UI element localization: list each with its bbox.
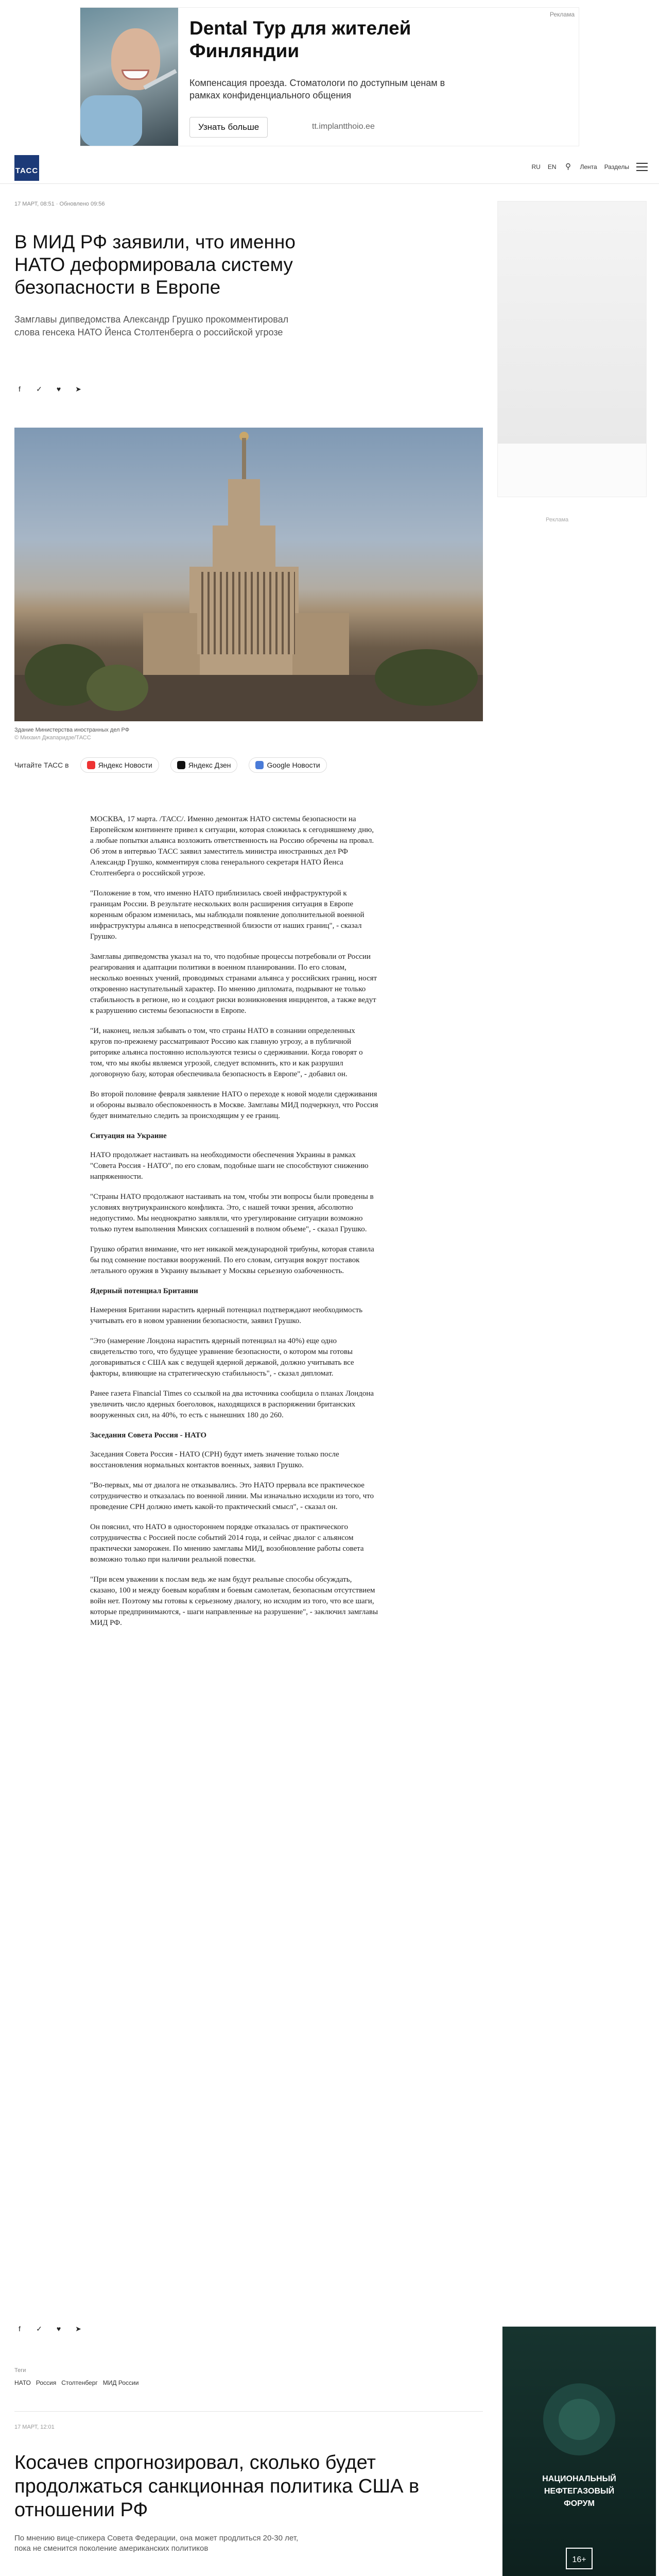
article-lead: Замглавы дипведомства Александр Грушко прокомментировал слова генсека НАТО Йенса Столтенберга о российской угрозе [14, 314, 289, 337]
share-bar [14, 384, 83, 394]
ad-title[interactable]: Dental Тур для жителей Финляндии [189, 18, 411, 61]
section-heading: Ядерный потенциал Британии [90, 1287, 198, 1295]
tag-list [14, 2379, 138, 2386]
forum-ad[interactable] [502, 2326, 656, 2576]
svg-text:НАЦИОНАЛЬНЫЙ: НАЦИОНАЛЬНЫЙ [542, 2475, 616, 2483]
ad-site[interactable]: tt.implantthoio.ee [312, 122, 375, 131]
paragraph: "Это (намерение Лондона нарастить ядерный потенциал на 40%) еще одно свидетельство того, что будущее уравнение безопасности, о котором мы готовы договариваться с США как с ведущей ядерной державой, должно учитывать все факторы, влияющие на стратегическую стабильность", - сказал дипломат. [90, 1337, 354, 1378]
paragraph: Ранее газета Financial Times со ссылкой на два источника сообщила о планах Лондона увеличить число ядерных боеголовок, находящихся в распоряжении британских вооруженных сил, на 40%, то есть с нынешних 180 до 260. [90, 1389, 374, 1419]
paragraph: МОСКВА, 17 марта. /ТАСС/. Именно демонтаж НАТО системы безопасности на Европейском континенте привел к ситуации, которая сложилась к сегодняшнему дню, а любые попытки альянса возложить ответственность на Россию обречены на провал. Об этом в интервью ТАСС заявил заместитель министра иностранных дел РФ Александр Грушко, комментируя слова генерального секретаря НАТО Йенса Столтенберга о российской угрозе. [90, 815, 374, 877]
tag[interactable]: Столтенберг [61, 2379, 98, 2386]
article-headline: В МИД РФ заявили, что именно НАТО деформировала систему безопасности в Европе [14, 231, 296, 298]
section-heading: Заседания Совета Россия - НАТО [90, 1431, 206, 1439]
tags-label: Теги [14, 2367, 26, 2374]
nav-sections[interactable]: Разделы [604, 163, 629, 171]
paragraph: НАТО продолжает настаивать на необходимости обеспечения Украины в рамках "Совета Россия - НАТО", по его словам, подобные шаги не способствуют снижению напряженности. [90, 1151, 369, 1181]
forum-ad-graphic [502, 2327, 656, 2576]
read-in-label: Читайте ТАСС в [14, 761, 69, 769]
article-body [90, 814, 378, 1638]
ad-more-button[interactable]: Узнать больше [189, 117, 268, 138]
telegram-icon[interactable]: ➤ [75, 2325, 81, 2333]
paragraph: Намерения Британии нарастить ядерный потенциал подтверждают необходимость учитывать его в новом уравнении безопасности, заявил Грушко. [90, 1306, 363, 1325]
article-meta: 17 МАРТ, 08:51 · Обновлено 09:56 [14, 201, 105, 207]
paragraph: "И, наконец, нельзя забывать о том, что страны НАТО в сознании определенных кругов по-прежнему рассматривают Россию как главную угрозу, а в публичной риторике альянса постоянно используются тезисы о сдерживании. Когда говорят о том, что мы якобы являемся угрозой, следует вспомнить, кто и как разрушил договорную базу, которая обеспечивала безопасность в Европе", - добавил он. [90, 1027, 363, 1078]
twitter-icon[interactable]: ♥ [56, 385, 61, 393]
google-news-button[interactable]: Google Новости [249, 757, 326, 773]
vk-icon[interactable]: ✓ [36, 385, 42, 393]
ad-label: Реклама [549, 11, 575, 18]
tag[interactable]: Россия [36, 2379, 57, 2386]
share-bar-bottom [14, 2324, 83, 2334]
tag[interactable]: МИД России [102, 2379, 139, 2386]
search-icon[interactable]: ⚲ [565, 162, 571, 171]
section-heading: Ситуация на Украине [90, 1132, 167, 1140]
paragraph: "Страны НАТО продолжают настаивать на том, чтобы эти вопросы были проведены в условиях внутриукраинского конфликта. Это, с нашей точки зрения, абсолютно недопустимо. Мы неоднократно заявляли, что урегулирование ситуации возможно только путем выполнения Минских соглашений в полном объеме", - сказал Грушко. [90, 1193, 374, 1233]
nav-feed[interactable]: Лента [580, 163, 597, 171]
related-date: 17 МАРТ, 12:01 [14, 2424, 55, 2430]
svg-text:НЕФТЕГАЗОВЫЙ: НЕФТЕГАЗОВЫЙ [544, 2487, 615, 2496]
yandex-zen-button[interactable]: Яндекс Дзен [170, 757, 238, 773]
menu-icon[interactable] [636, 163, 648, 171]
paragraph: "Во-первых, мы от диалога не отказывались. Это НАТО прервала все практическое сотрудничество и отказалась по военной линии. Мы изначально исходили из того, что проведение СРН должно иметь какой-то практический смысл", - сказал он. [90, 1481, 374, 1511]
nav-en[interactable]: EN [547, 163, 557, 171]
sidebar-ad-label: Реклама [546, 517, 569, 523]
twitter-icon[interactable]: ♥ [56, 2325, 61, 2333]
related-article[interactable] [14, 2424, 483, 2554]
svg-text:ФОРУМ: ФОРУМ [564, 2499, 595, 2508]
tass-logo[interactable]: ТАСС [14, 155, 39, 181]
facebook-icon[interactable]: f [19, 385, 21, 393]
article-photo [14, 428, 483, 721]
read-in-bar [14, 757, 327, 773]
top-banner-ad[interactable] [80, 7, 579, 146]
ad-description: Компенсация проезда. Стоматологи по доступным ценам в рамках конфиденциального общения [189, 78, 445, 100]
telegram-icon[interactable]: ➤ [75, 385, 81, 393]
header-nav [531, 162, 648, 172]
facebook-icon[interactable]: f [19, 2325, 21, 2333]
yandex-news-button[interactable]: Яндекс Новости [80, 757, 159, 773]
photo-caption [14, 726, 272, 742]
caption-credit: © Михаил Джапаридзе/ТАСС [14, 735, 91, 741]
site-header [0, 153, 659, 184]
paragraph: "При всем уважении к послам ведь же нам будут реальные способы обсуждать, сказано, 100 и между боевым кораблям и боевым самолетам, безопасным отсутствием войн нет. Поэтому мы готовы к серьезному диалогу, но исходим из того, что все шаги, которые предпринимаются, - шаги направленные на разрушение", - заключил замглавы МИД РФ. [90, 1575, 378, 1627]
nav-ru[interactable]: RU [531, 163, 541, 171]
sidebar-ad[interactable] [497, 201, 647, 497]
paragraph: Грушко обратил внимание, что нет никакой международной трибуны, которая ставила бы под сомнение поставки вооружений. По его словам, ситуация вокруг поставок летального оружия в Украину вызывает у Москвы серьезную озабоченность. [90, 1245, 374, 1275]
paragraph: Заседания Совета Россия - НАТО (СРН) будут иметь значение только после восстановления нормальных контактов военных, заявил Грушко. [90, 1450, 339, 1469]
svg-text:16+: 16+ [572, 2555, 586, 2564]
related-lead: По мнению вице-спикера Совета Федерации, она может продлиться 20-30 лет, пока не сменится поколение американских политиков [14, 2534, 299, 2553]
paragraph: "Положение в том, что именно НАТО приблизилась своей инфраструктурой к границам России. В результате нескольких волн расширения ситуация в Европе коренным образом изменилась, мы наблюдали появление дополнительной военной инфраструктуры альянса в непосредственной близости от наших границ", - сказал Грушко. [90, 889, 365, 941]
paragraph: Во второй половине февраля заявление НАТО о переходе к новой модели сдерживания и обороны вызвало обеспокоенность в Москве. Замглавы МИД подчеркнул, что Россия будет внимательно следить за происходящим у ее границ. [90, 1090, 378, 1120]
vk-icon[interactable]: ✓ [36, 2325, 42, 2333]
related-title[interactable]: Косачев спрогнозировал, сколько будет продолжаться санкционная политика США в отношении РФ [14, 2452, 420, 2521]
caption-text: Здание Министерства иностранных дел РФ [14, 727, 130, 733]
ad-image[interactable] [80, 8, 178, 146]
paragraph: Он пояснил, что НАТО в одностороннем порядке отказалась от практического сотрудничества с Россией после событий 2014 года, и сейчас диалог с альянсом практически заморожен. По мнению замглавы МИД, возобновление работы совета возможно только при наличии реальной повестки. [90, 1523, 364, 1564]
tag[interactable]: НАТО [14, 2379, 31, 2386]
paragraph: Замглавы дипведомства указал на то, что подобные процессы потребовали от России реагирования и адаптации политики в военном планировании. По его словам, несколько военных учений, проводимых странами альянса у российских границ, носят откровенно наступательный характер. По мнению дипломата, подрывают не только стабильность в регионе, но и создают риски возникновения инцидентов, а также ведут к разрушению системы безопасности в Европе. [90, 953, 377, 1015]
